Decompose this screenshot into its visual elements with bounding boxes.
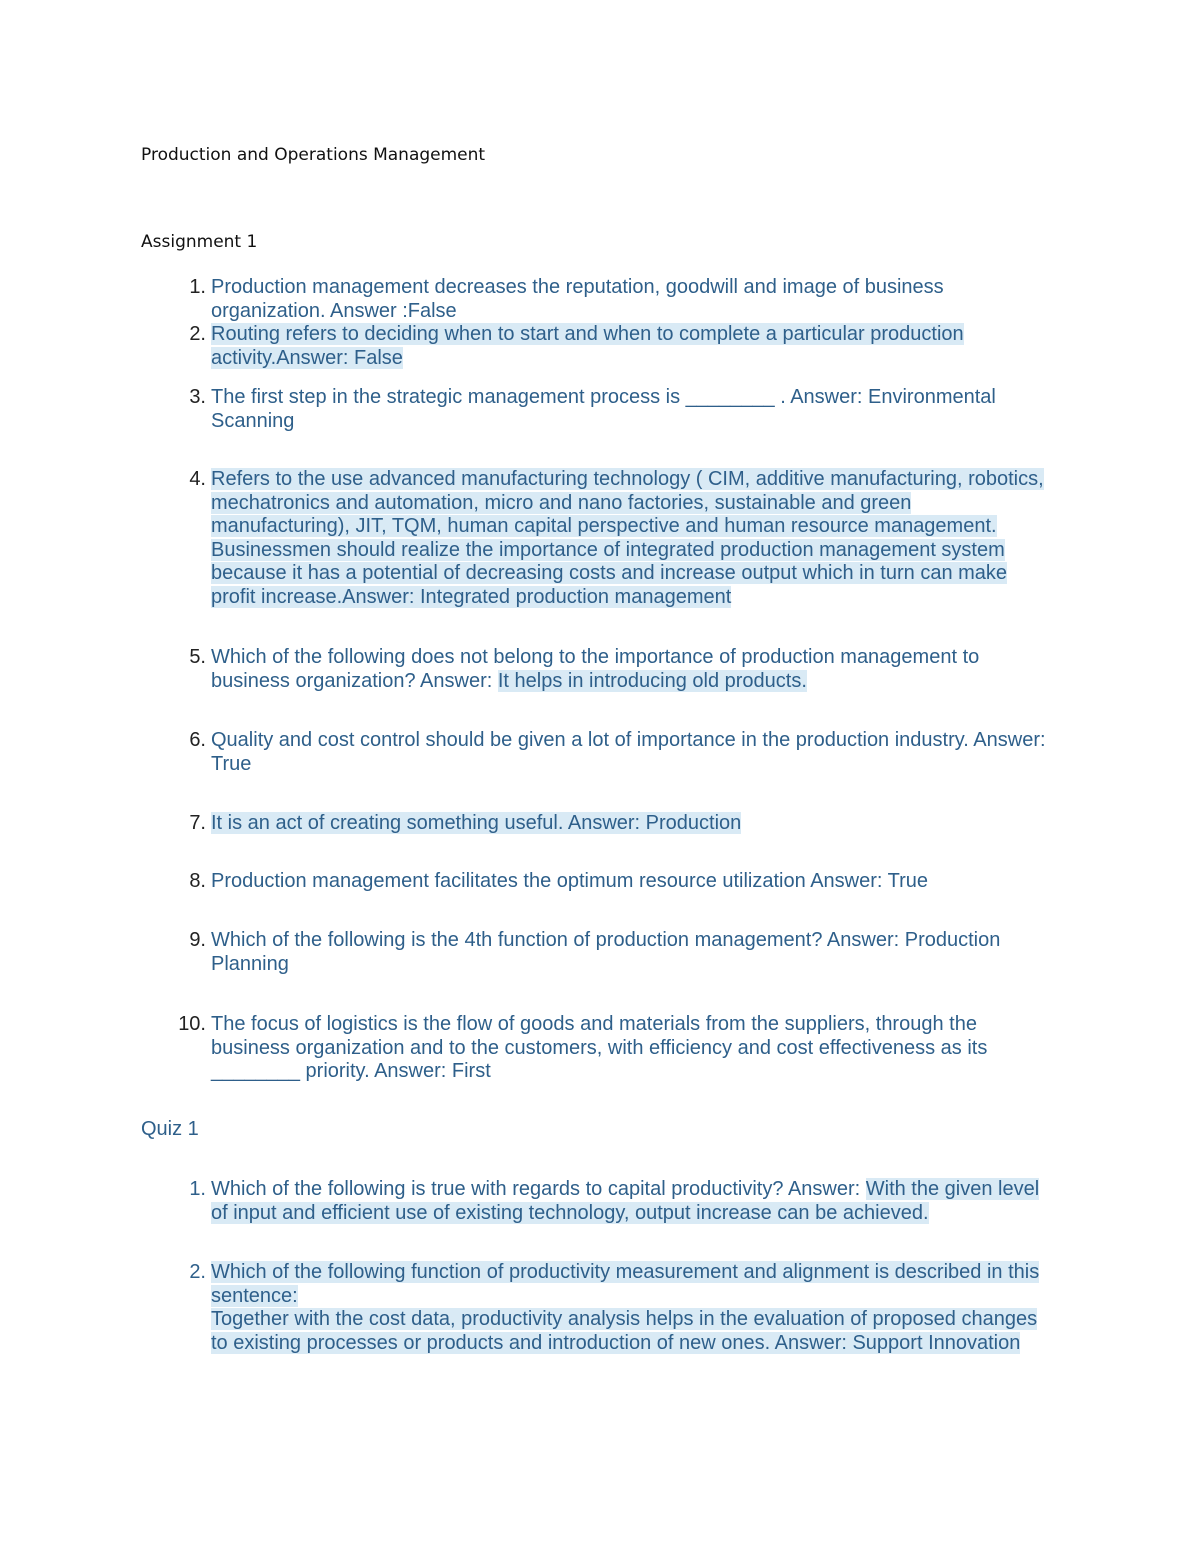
item-text: Which of the following does not belong to the importance of production management to business organization? Answer: It helps in introducing old products. bbox=[211, 646, 980, 692]
item-text: Production management facilitates the optimum resource utilization Answer: True bbox=[211, 870, 929, 892]
assignment-heading: Assignment 1 bbox=[141, 232, 258, 252]
item-number: 2. bbox=[189, 323, 206, 345]
item-number: 1. bbox=[189, 276, 206, 298]
highlighted-text: It helps in introducing old products. bbox=[497, 669, 807, 692]
highlighted-text: It is an act of creating something useful. Answer: Production bbox=[211, 812, 742, 834]
item-number: 3. bbox=[189, 386, 206, 408]
highlighted-text: Which of the following function of productivity measurement and alignment is described in this sentence: bbox=[211, 1261, 1040, 1307]
item-text: Which of the following is true with regards to capital productivity? Answer: With the given level of input and efficient use of existing technology, output increase can be achieved. bbox=[211, 1178, 1040, 1224]
item-text bbox=[211, 323, 1051, 370]
item-text: Quality and cost control should be given a lot of importance in the production industry. Answer: True bbox=[211, 729, 1046, 775]
quiz-heading: Quiz 1 bbox=[141, 1118, 199, 1140]
item-number: 4. bbox=[189, 468, 206, 490]
item-text bbox=[211, 812, 1051, 836]
document-title: Production and Operations Management bbox=[141, 145, 486, 165]
highlighted-text: With the given level of input and efficient use of existing technology, output increase can be achieved. bbox=[211, 1178, 1040, 1224]
highlighted-text: Refers to the use advanced manufacturing technology ( CIM, additive manufacturing, robotics, mechatronics and automation, micro and nano factories, sustainable and green manufacturing), JIT, TQM, human capital perspective and human resource management. Businessmen should realize the importance of integrated production management system because it has a potential of decreasing costs and increase output which in turn can make profit increase.Answer: Integrated production management bbox=[211, 468, 1044, 608]
highlighted-text: Together with the cost data, productivity analysis helps in the evaluation of proposed changes to existing processes or products and introduction of new ones. Answer: Support Innovation bbox=[211, 1308, 1038, 1354]
item-text: The first step in the strategic management process is ________ . Answer: Environmental Scanning bbox=[211, 386, 996, 432]
item-number: 1. bbox=[189, 1178, 206, 1200]
item-number: 10. bbox=[178, 1013, 206, 1035]
item-number: 6. bbox=[189, 729, 206, 751]
item-number: 7. bbox=[189, 812, 206, 834]
item-text: Production management decreases the reputation, goodwill and image of business organization. Answer :False bbox=[211, 276, 944, 322]
item-number: 5. bbox=[189, 646, 206, 668]
item-text: Which of the following is the 4th function of production management? Answer: Production Planning bbox=[211, 929, 1001, 975]
item-number: 9. bbox=[189, 929, 206, 951]
item-text: The focus of logistics is the flow of goods and materials from the suppliers, through the business organization and to the customers, with efficiency and cost effectiveness as its ________ priority. Answer: First bbox=[211, 1013, 988, 1082]
item-number: 8. bbox=[189, 870, 206, 892]
item-text bbox=[211, 468, 1051, 609]
highlighted-text: Routing refers to deciding when to start and when to complete a particular production activity.Answer: False bbox=[211, 323, 964, 369]
item-number: 2. bbox=[189, 1261, 206, 1283]
item-text bbox=[211, 1261, 1051, 1355]
